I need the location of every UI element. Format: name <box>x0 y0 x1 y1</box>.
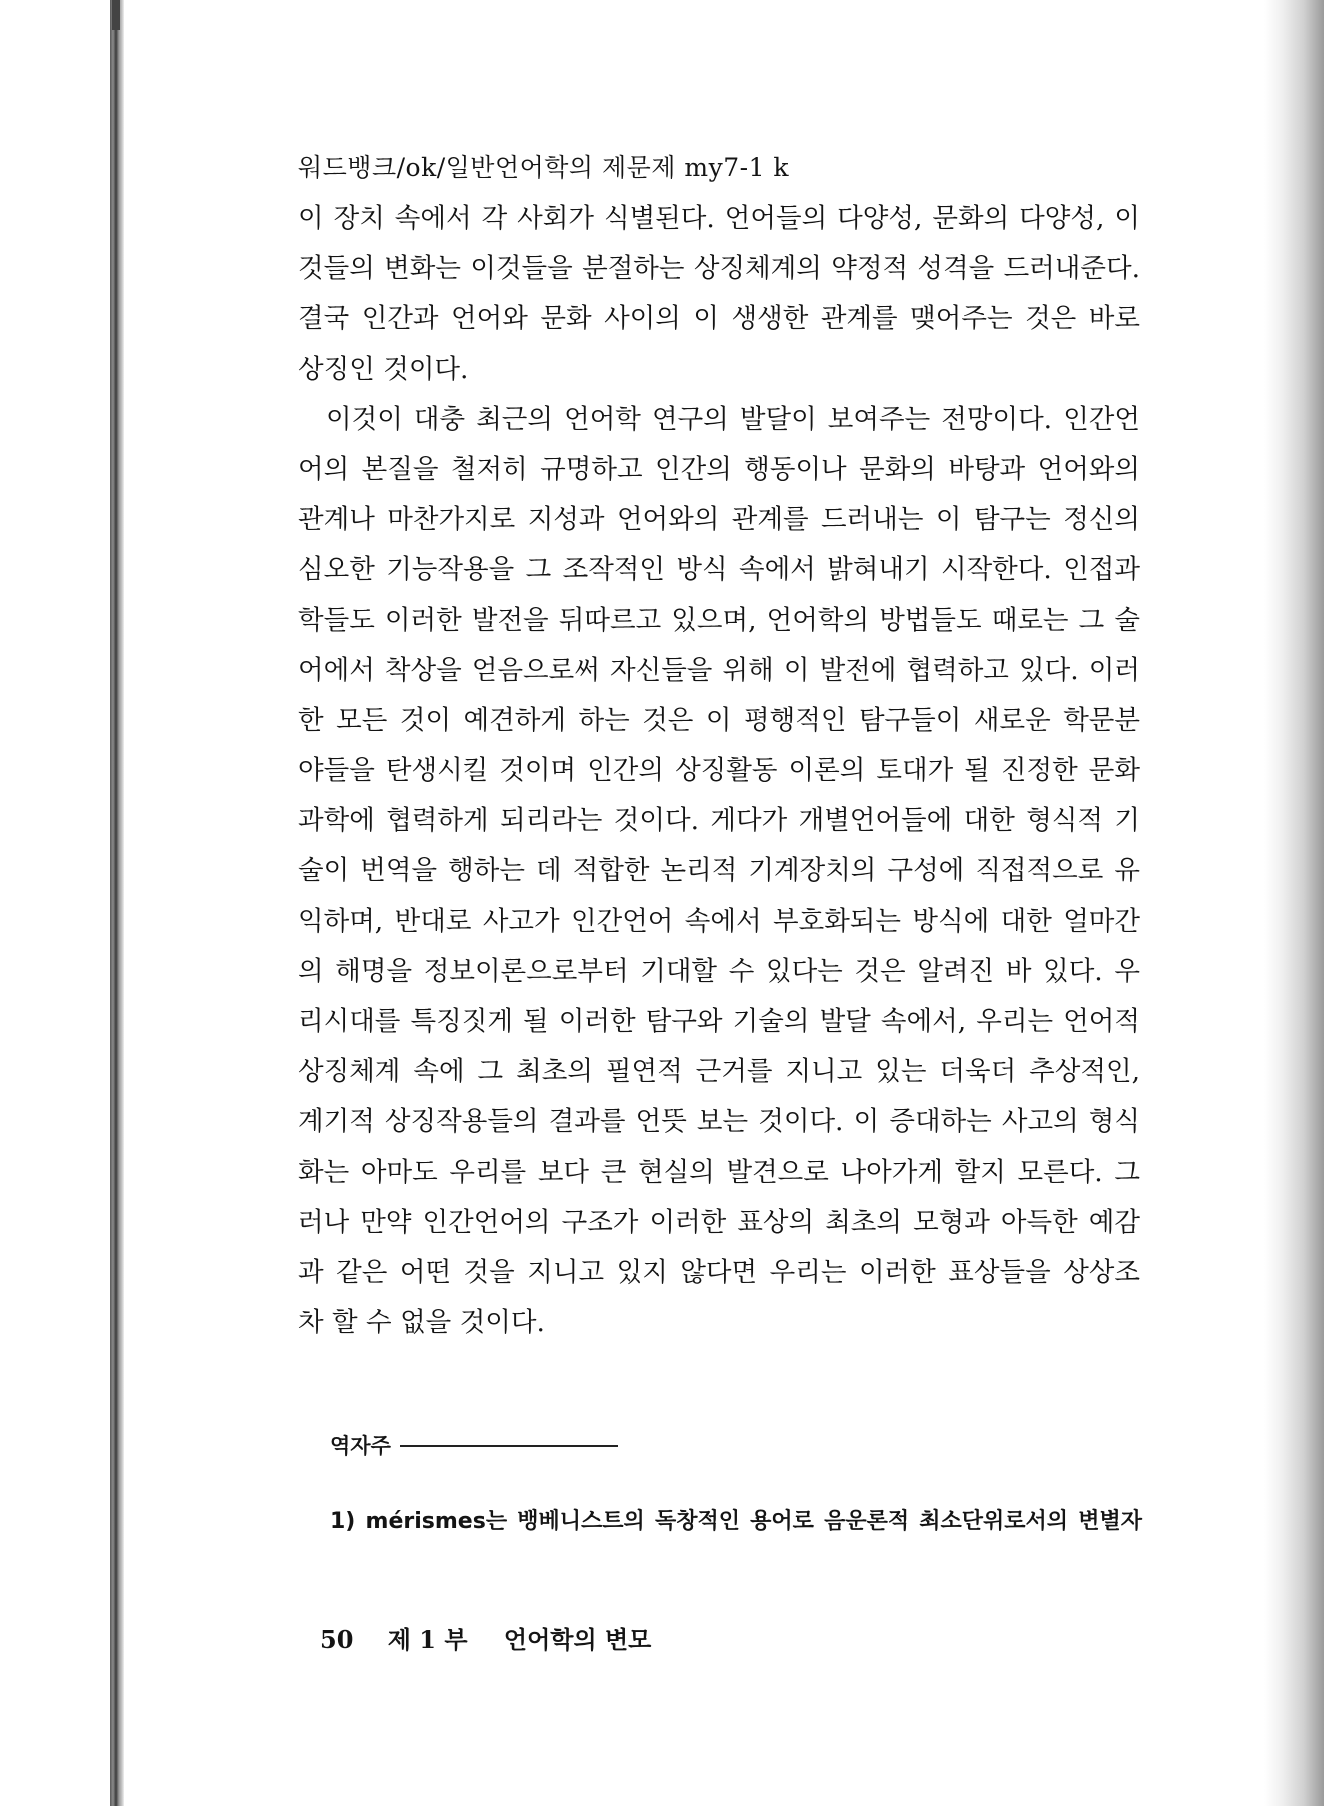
body-line: 이 장치 속에서 각 사회가 식별된다. 언어들의 다양성, 문화의 다양성, 이 <box>298 203 1140 234</box>
body-line: 심오한 기능작용을 그 조작적인 방식 속에서 밝혀내기 시작한다. 인접과 <box>298 554 1140 586</box>
body-line: 것들의 변화는 이것들을 분절하는 상징체계의 약정적 성격을 드러내준다. <box>298 253 1140 285</box>
body-line: 과학에 협력하게 되리라는 것이다. 게다가 개별언어들에 대한 형식적 기 <box>298 805 1140 837</box>
body-line: 관계나 마찬가지로 지성과 언어와의 관계를 드러내는 이 탐구는 정신의 <box>298 504 1140 536</box>
paragraph-start-line: 이것이 대충 최근의 언어학 연구의 발달이 보여주는 전망이다. 인간언 <box>326 403 1140 435</box>
body-line: 어의 본질을 철저히 규명하고 인간의 행동이나 문화의 바탕과 언어와의 <box>298 453 1140 485</box>
body-line: 상징인 것이다. <box>298 353 469 385</box>
body-line: 익하며, 반대로 사고가 인간언어 속에서 부호화되는 방식에 대한 얼마간 <box>298 905 1140 937</box>
body-line: 어에서 착상을 얻음으로써 자신들을 위해 이 발전에 협력하고 있다. 이러 <box>298 654 1140 686</box>
footnote-rule <box>400 1445 618 1447</box>
body-line: 러나 만약 인간언어의 구조가 이러한 표상의 최초의 모형과 아득한 예감 <box>298 1206 1140 1238</box>
scan-header-note: 워드뱅크/ok/일반언어학의 제문제 my7-1 k <box>298 153 790 182</box>
body-line: 결국 인간과 언어와 문화 사이의 이 생생한 관계를 맺어주는 것은 바로 <box>298 303 1140 335</box>
body-line: 상징체계 속에 그 최초의 필연적 근거를 지니고 있는 더욱더 추상적인, <box>298 1056 1140 1088</box>
body-line: 리시대를 특징짓게 될 이러한 탐구와 기술의 발달 속에서, 우리는 언어적 <box>298 1006 1140 1037</box>
body-line: 야들을 탄생시킬 것이며 인간의 상징활동 이론의 토대가 될 진정한 문화 <box>298 755 1140 787</box>
book-spine <box>110 0 124 1806</box>
body-line: 과 같은 어떤 것을 지니고 있지 않다면 우리는 이러한 표상들을 상상조 <box>298 1256 1140 1288</box>
body-line: 화는 아마도 우리를 보다 큰 현실의 발견으로 나아가게 할지 모른다. 그 <box>298 1156 1140 1188</box>
body-line: 계기적 상징작용들의 결과를 언뜻 보는 것이다. 이 증대하는 사고의 형식 <box>298 1106 1140 1138</box>
part-label: 제 1 부 <box>387 1625 468 1654</box>
spine-top-edge <box>112 0 120 30</box>
body-text <box>298 194 1140 1348</box>
body-line: 차 할 수 없을 것이다. <box>298 1307 545 1339</box>
body-line: 술이 번역을 행하는 데 적합한 논리적 기계장치의 구성에 직접적으로 유 <box>298 855 1140 887</box>
page-footer <box>320 1620 651 1655</box>
page-right-edge <box>1264 0 1324 1806</box>
footnote-text: 1) mérismes는 뱅베니스트의 독창적인 용어로 음운론적 최소단위로서의 변별자 <box>330 1509 1142 1534</box>
chapter-title: 언어학의 변모 <box>503 1625 652 1654</box>
footnote-label: 역자주 <box>330 1434 391 1458</box>
body-line: 학들도 이러한 발전을 뒤따르고 있으며, 언어학의 방법들도 때로는 그 술 <box>298 604 1140 636</box>
body-line: 한 모든 것이 예견하게 하는 것은 이 평행적인 탐구들이 새로운 학문분 <box>298 704 1140 736</box>
page-number: 50 <box>320 1625 354 1654</box>
body-line: 의 해명을 정보이론으로부터 기대할 수 있다는 것은 알려진 바 있다. 우 <box>298 955 1140 987</box>
